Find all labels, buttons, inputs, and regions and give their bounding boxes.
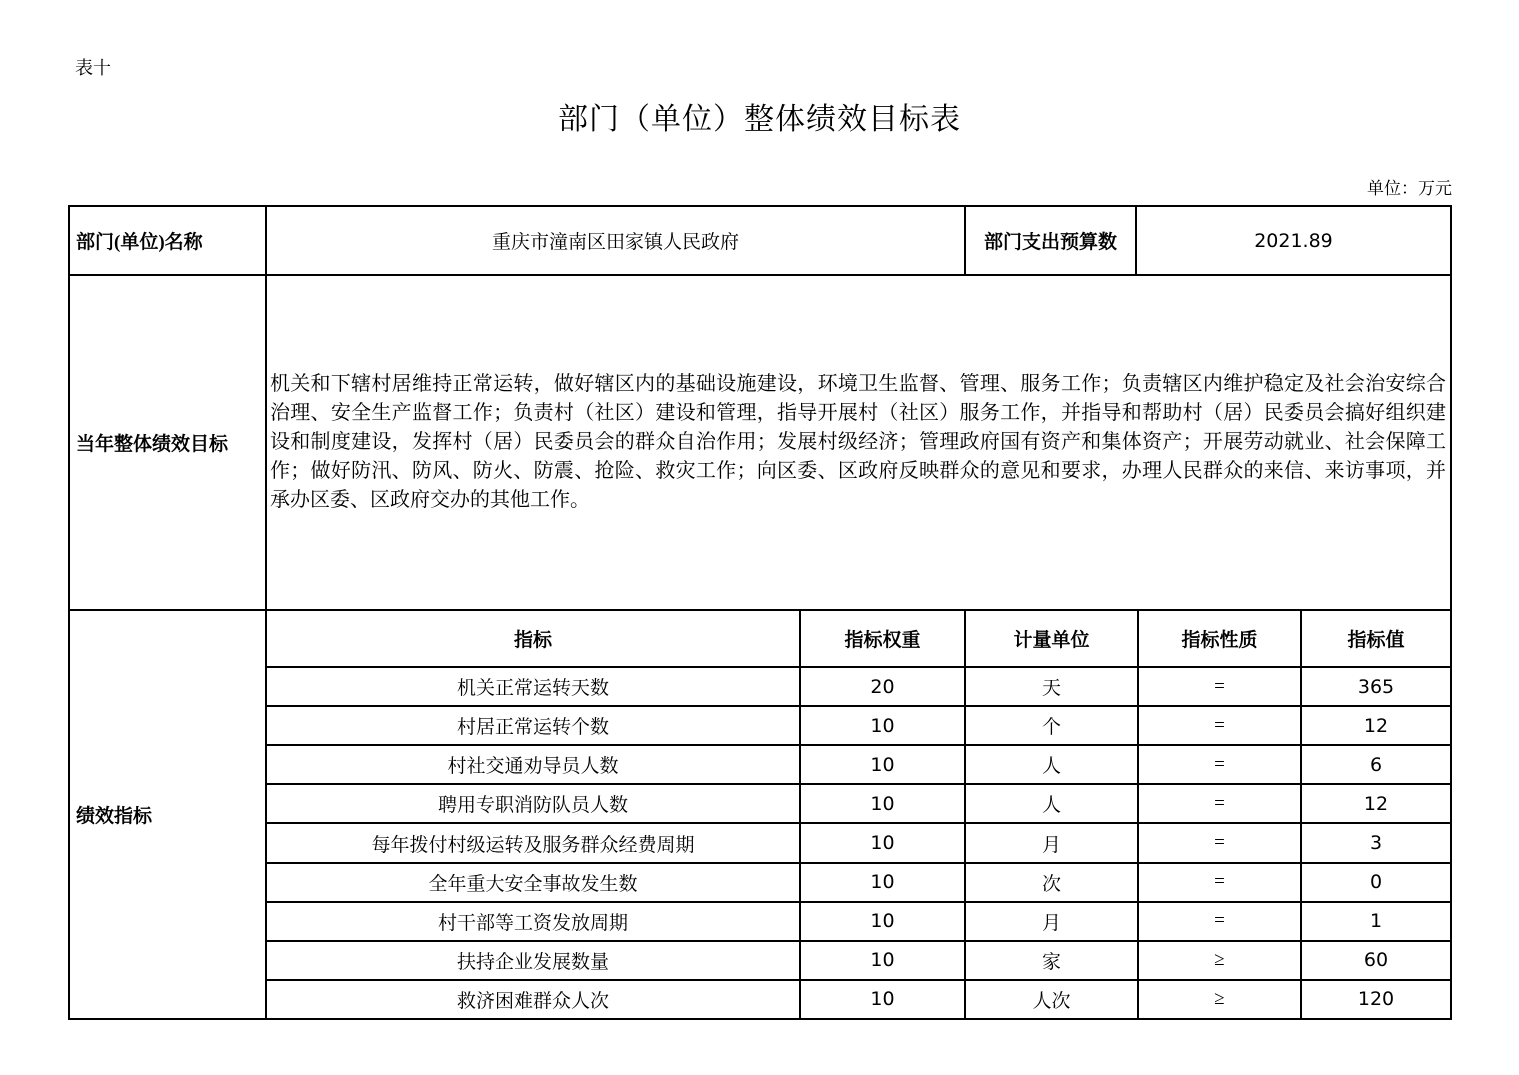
indicator-row xyxy=(267,668,1450,707)
goal-row xyxy=(70,276,1450,611)
header-indicator: 指标 xyxy=(267,611,801,666)
indicator-row xyxy=(267,981,1450,1018)
indicator-weight: 10 xyxy=(801,903,966,940)
table-number: 表十 xyxy=(75,58,111,78)
header-weight: 指标权重 xyxy=(801,611,966,666)
indicator-unit: 天 xyxy=(966,668,1139,705)
goal-text: 机关和下辖村居维持正常运转，做好辖区内的基础设施建设，环境卫生监督、管理、服务工作；负责辖区内维护稳定及社会治安综合治理、安全生产监督工作；负责村（社区）建设和管理，指导开展村（社区）服务工作，并指导和帮助村（居）民委员会搞好组织建设和制度建设，发挥村（居）民委员会的群众自治作用；发展村级经济；管理政府国有资产和集体资产；开展劳动就业、社会保障工作；做好防汛、防风、防火、防震、抢险、救灾工作；向区委、区政府反映群众的意见和要求，办理人民群众的来信、来访事项，并承办区委、区政府交办的其他工作。 xyxy=(270,373,1446,511)
indicator-name: 聘用专职消防队员人数 xyxy=(267,785,801,822)
indicator-property: = xyxy=(1139,785,1302,822)
indicator-property: ≥ xyxy=(1139,981,1302,1018)
performance-target-table xyxy=(68,205,1452,1020)
header-value: 指标值 xyxy=(1347,630,1405,652)
indicator-name: 全年重大安全事故发生数 xyxy=(267,864,801,901)
indicator-row xyxy=(267,824,1450,863)
indicator-weight: 10 xyxy=(801,785,966,822)
indicator-weight: 10 xyxy=(801,981,966,1018)
indicator-unit: 月 xyxy=(966,824,1139,861)
indicator-weight: 10 xyxy=(801,864,966,901)
indicator-property: = xyxy=(1139,824,1302,861)
indicator-value: 60 xyxy=(1363,949,1389,972)
goal-label: 当年整体绩效目标 xyxy=(70,276,267,609)
indicator-name: 村社交通劝导员人数 xyxy=(267,746,801,783)
indicator-name: 机关正常运转天数 xyxy=(267,668,801,705)
indicator-weight: 10 xyxy=(801,824,966,861)
indicator-value: 6 xyxy=(1369,753,1383,776)
indicator-property: = xyxy=(1139,707,1302,744)
budget-label: 部门支出预算数 xyxy=(966,207,1137,274)
indicator-property: = xyxy=(1139,903,1302,940)
indicator-unit: 人 xyxy=(966,746,1139,783)
dept-name-label: 部门(单位)名称 xyxy=(70,207,267,274)
indicator-weight: 10 xyxy=(801,707,966,744)
budget-value: 2021.89 xyxy=(1254,229,1333,252)
currency-unit-note: 单位：万元 xyxy=(1367,179,1452,198)
indicator-value: 0 xyxy=(1369,871,1383,894)
indicator-name: 村干部等工资发放周期 xyxy=(267,903,801,940)
indicator-weight: 20 xyxy=(801,668,966,705)
indicator-name: 扶持企业发展数量 xyxy=(267,942,801,979)
indicator-unit: 人 xyxy=(966,785,1139,822)
indicator-value: 3 xyxy=(1369,832,1383,855)
indicators-header-row xyxy=(267,611,1450,668)
indicators-section xyxy=(70,611,1450,1018)
indicator-row xyxy=(267,864,1450,903)
indicator-name: 每年拨付村级运转及服务群众经费周期 xyxy=(267,824,801,861)
page-title: 部门（单位）整体绩效目标表 xyxy=(558,103,961,136)
indicator-property: = xyxy=(1139,746,1302,783)
indicator-property: ≥ xyxy=(1139,942,1302,979)
indicator-unit: 月 xyxy=(966,903,1139,940)
indicator-unit: 次 xyxy=(966,864,1139,901)
indicators-section-label: 绩效指标 xyxy=(70,611,267,1018)
indicator-unit: 个 xyxy=(966,707,1139,744)
dept-info-row xyxy=(70,207,1450,276)
indicator-unit: 人次 xyxy=(966,981,1139,1018)
indicator-value: 120 xyxy=(1357,988,1395,1011)
indicator-value: 1 xyxy=(1369,910,1383,933)
header-unit: 计量单位 xyxy=(966,611,1139,666)
indicator-value: 365 xyxy=(1357,675,1395,698)
indicator-value: 12 xyxy=(1363,792,1389,815)
indicator-row xyxy=(267,746,1450,785)
indicator-name: 救济困难群众人次 xyxy=(267,981,801,1018)
indicator-weight: 10 xyxy=(801,942,966,979)
indicator-row xyxy=(267,903,1450,942)
indicator-weight: 10 xyxy=(801,746,966,783)
indicator-row xyxy=(267,785,1450,824)
indicator-row xyxy=(267,942,1450,981)
dept-name-value: 重庆市潼南区田家镇人民政府 xyxy=(267,207,966,274)
indicator-property: = xyxy=(1139,668,1302,705)
indicator-name: 村居正常运转个数 xyxy=(267,707,801,744)
indicator-unit: 家 xyxy=(966,942,1139,979)
indicators-table xyxy=(267,611,1450,1018)
indicator-value: 12 xyxy=(1363,714,1389,737)
header-property: 指标性质 xyxy=(1139,611,1302,666)
indicator-row xyxy=(267,707,1450,746)
indicator-property: = xyxy=(1139,864,1302,901)
